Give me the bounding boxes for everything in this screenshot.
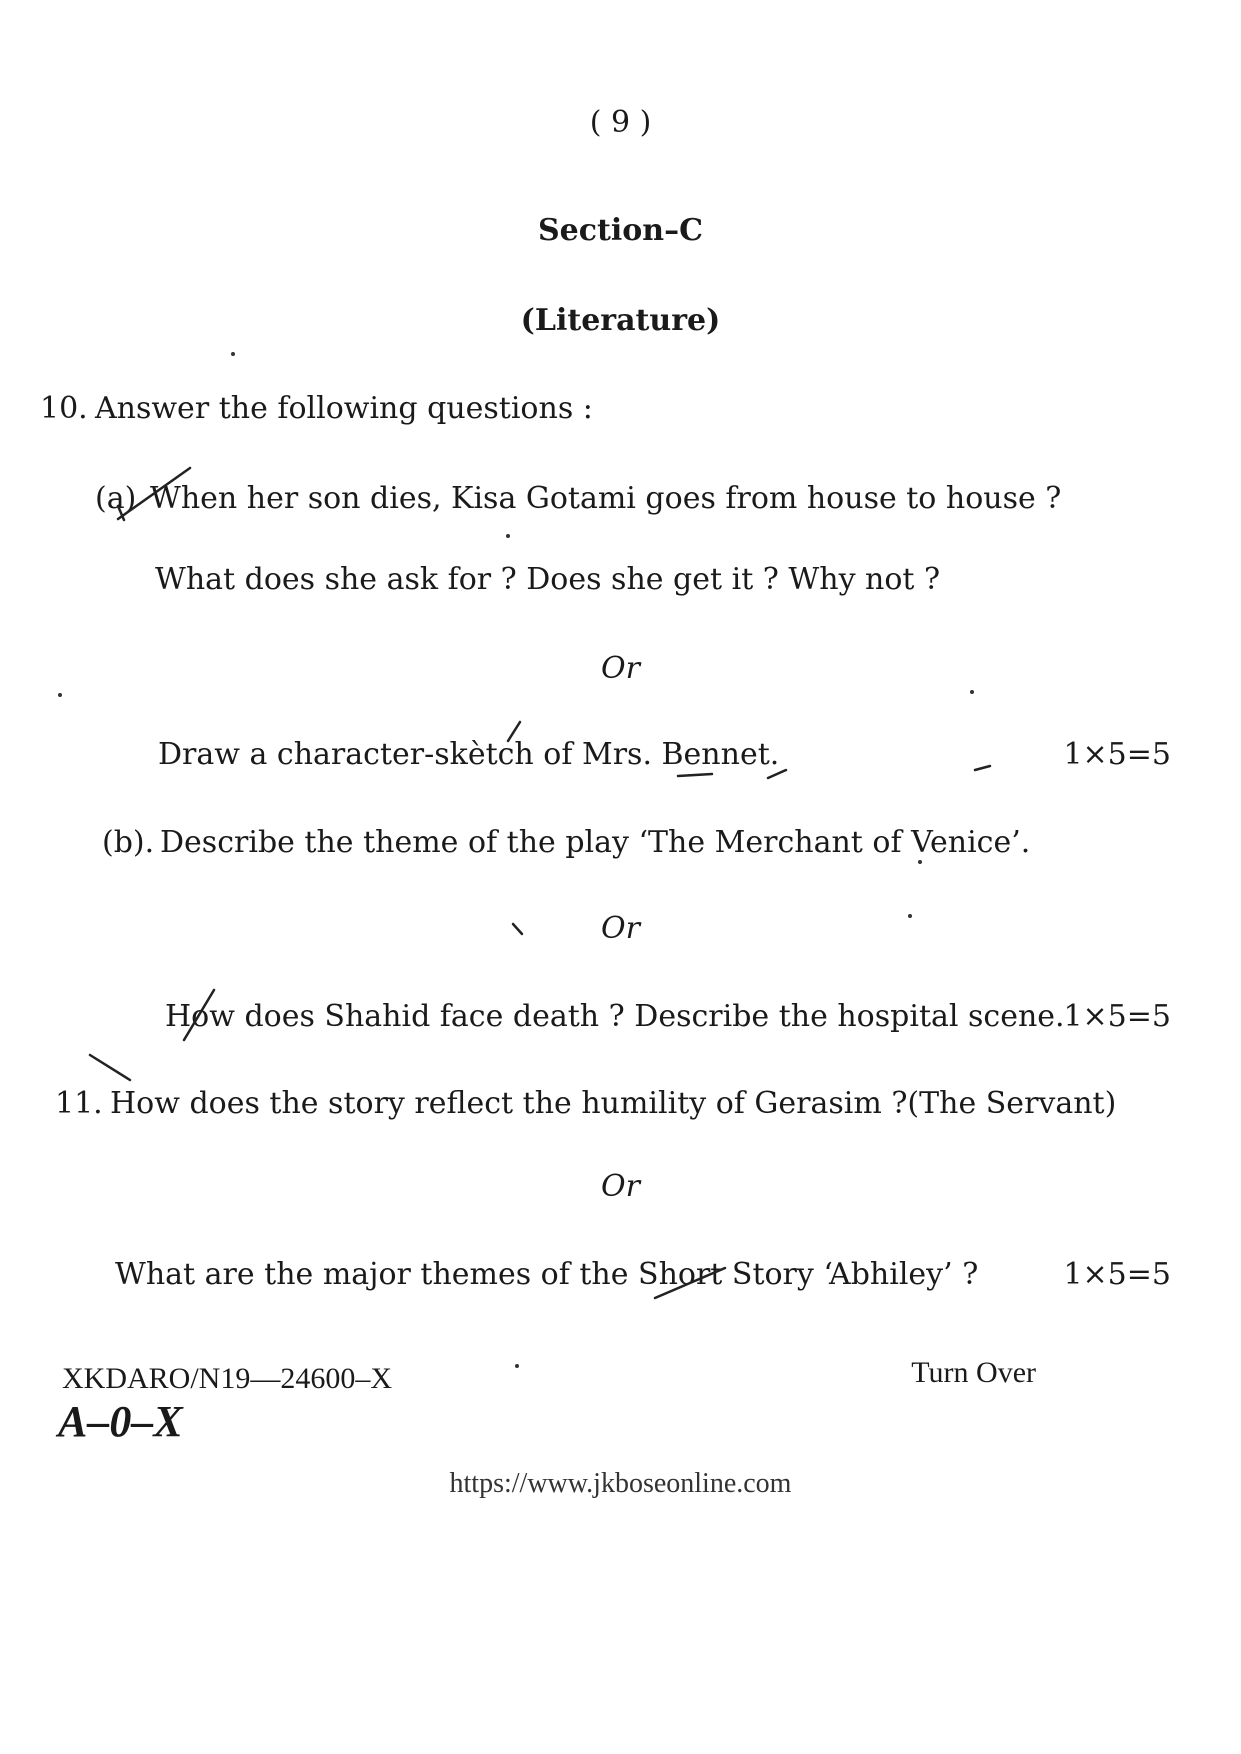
- part-a-label: (a): [95, 481, 137, 516]
- section-title: Section–C: [538, 213, 703, 248]
- question-11-number: 11.: [55, 1086, 103, 1121]
- question-11-marks: 1×5=5: [1063, 1257, 1171, 1292]
- question-10-number: 10.: [40, 391, 88, 426]
- question-11-text: How does the story reflect the humility of Gerasim ?(The Servant): [110, 1086, 1117, 1121]
- turn-over: Turn Over: [911, 1356, 1036, 1389]
- part-b-alternative: How does Shahid face death ? Describe the hospital scene.: [165, 999, 1065, 1034]
- question-11-or: Or: [601, 1169, 640, 1204]
- section-subtitle: (Literature): [520, 303, 721, 338]
- page-number: ( 9 ): [589, 105, 652, 140]
- paper-code: XKDARO/N19—24600–X: [62, 1362, 392, 1395]
- part-b-label: (b).: [102, 825, 155, 860]
- question-11-alternative: What are the major themes of the Short Story ‘Abhiley’ ?: [115, 1257, 979, 1292]
- part-a-alternative: Draw a character-skètch of Mrs. Bennet.: [158, 737, 780, 772]
- question-10-text: Answer the following questions :: [95, 391, 593, 426]
- part-a-marks: 1×5=5: [1063, 737, 1171, 772]
- part-b-marks: 1×5=5: [1063, 999, 1171, 1034]
- part-a-or: Or: [601, 651, 640, 686]
- part-a-line-1: When her son dies, Kisa Gotami goes from house to house ?: [150, 481, 1062, 516]
- series-code: A–0–X: [58, 1397, 183, 1446]
- part-b-or: Or: [601, 911, 640, 946]
- source-url: https://www.jkboseonline.com: [449, 1468, 792, 1499]
- part-b-line-1: Describe the theme of the play ‘The Merchant of Venice’.: [160, 825, 1031, 860]
- part-a-line-2: What does she ask for ? Does she get it ? Why not ?: [155, 562, 941, 597]
